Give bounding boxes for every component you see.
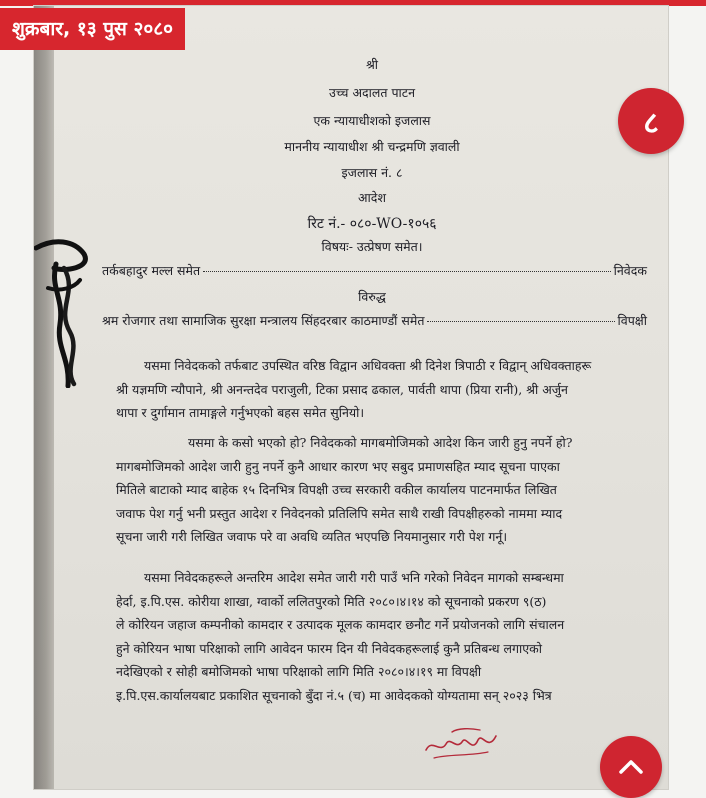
header-line: श्री xyxy=(365,57,379,72)
date-badge: शुक्रबार, १३ पुस २०८० xyxy=(0,8,185,50)
header-line: माननीय न्यायाधीश श्री चन्द्रमणि ज्ञवाली xyxy=(284,139,460,154)
paragraph-line: थापा र दुर्गामान तामाङ्गले गर्नुभएको बहस समेत सुनियो। xyxy=(116,405,365,420)
case-number: रिट नं.- ०८०-WO-१०५६ xyxy=(307,216,437,232)
petitioner-role: निवेदक xyxy=(613,263,647,278)
paragraph-line: मितिले बाटाको म्याद बाहेक १५ दिनभित्र विपक्षी उच्च सरकारी वकील कार्यालय पाटनमार्फत लिखित xyxy=(116,482,557,497)
paragraph-line: हेर्दा, इ.पि.एस. कोरीया शाखा, ग्वार्को ललितपुरको मिति २०८०।४।१४ को सूचनाको प्रकरण ९(ठ) xyxy=(116,593,547,609)
paragraph-line: हुने कोरियन भाषा परिक्षाको लागि आवेदन फारम दिन यी निवेदकहरूलाई कुनै प्रतिबन्ध लगाएको xyxy=(116,640,543,656)
header-line: उच्च अदालत पाटन xyxy=(328,85,416,100)
binding-string-icon xyxy=(34,228,96,388)
paragraph-line: जवाफ पेश गर्नु भनी प्रस्तुत आदेश र निवेदनको प्रतिलिपि समेत साथै राखी विपक्षीहरुको नाममा म्याद xyxy=(116,505,563,521)
petitioner-line xyxy=(102,262,647,279)
paragraph-line: इ.पि.एस.कार्यालयबाट प्रकाशित सूचनाको बुँदा नं.५ (च) मा आवेदकको योग्यतामा सन् २०२३ भित्र xyxy=(116,687,552,703)
respondent-role: विपक्षी xyxy=(617,313,647,328)
paragraph-show-cause xyxy=(116,431,646,549)
respondent-line xyxy=(102,312,647,329)
paragraph-line: नदेखिएको र सोही बमोजिमको भाषा परिक्षाको लागि मिति २०८०।४।१९ मा विपक्षी xyxy=(116,664,482,679)
court-order-document xyxy=(82,6,662,789)
header-line: एक न्यायाधीशको इजलास xyxy=(313,113,431,128)
photo-shadow-edge xyxy=(34,6,54,789)
document-photo xyxy=(34,6,668,789)
paragraph-line: श्री यज्ञमणि न्यौपाने, श्री अनन्तदेव पराजुली, टिका प्रसाद ढकाल, पार्वती थापा (प्रिया रानी), श्री अर्जुन xyxy=(116,381,568,397)
paragraph-line: यसमा निवेदकको तर्फबाट उपस्थित वरिष्ठ विद्वान अधिवक्ता श्री दिनेश त्रिपाठी र विद्वान् अधिवक्ताहरू xyxy=(144,358,592,373)
paragraph-line: ले कोरियन जहाज कम्पनीको कामदार र उत्पादक मूलक कामदार छनौट गर्ने प्रयोजनको लागि संचालन xyxy=(116,617,565,632)
page-number-badge: ८ xyxy=(618,88,684,154)
respondent-name: श्रम रोजगार तथा सामाजिक सुरक्षा मन्त्रालय सिंहदरबार काठमाण्डौं समेत xyxy=(102,313,425,328)
petitioner-name: तर्कबहादुर मल्ल समेत xyxy=(102,263,201,278)
paragraph-line: सूचना जारी गरी लिखित जवाफ परे वा अवधि व्यतित भएपछि नियमानुसार गरी पेश गर्नू। xyxy=(116,529,508,544)
paragraph-interim-order xyxy=(116,566,646,707)
judge-signature xyxy=(422,724,502,764)
subject: विषयः- उत्प्रेषण समेत। xyxy=(321,239,423,254)
paragraph-line: यसमा के कसो भएको हो? निवेदकको मागबमोजिमको आदेश किन जारी हुनु नपर्ने हो? xyxy=(188,435,573,450)
dotted-leader xyxy=(427,321,614,322)
versus-label: विरुद्ध xyxy=(358,289,386,304)
dotted-leader xyxy=(203,271,611,272)
header-line: इजलास नं. ८ xyxy=(341,165,403,180)
scroll-to-top-button[interactable] xyxy=(600,736,662,798)
chevron-up-icon xyxy=(618,759,644,775)
paragraph-line: मागबमोजिमको आदेश जारी हुनु नपर्ने कुनै आधार कारण भए सबुद प्रमाणसहित म्याद सूचना पाएका xyxy=(116,458,560,474)
paragraph-hearing xyxy=(116,354,646,425)
paragraph-line: यसमा निवेदकहरूले अन्तरिम आदेश समेत जारी गरी पाउँ भनि गरेको निवेदन मागको सम्बन्धमा xyxy=(144,570,564,585)
header-line: आदेश xyxy=(358,190,386,205)
